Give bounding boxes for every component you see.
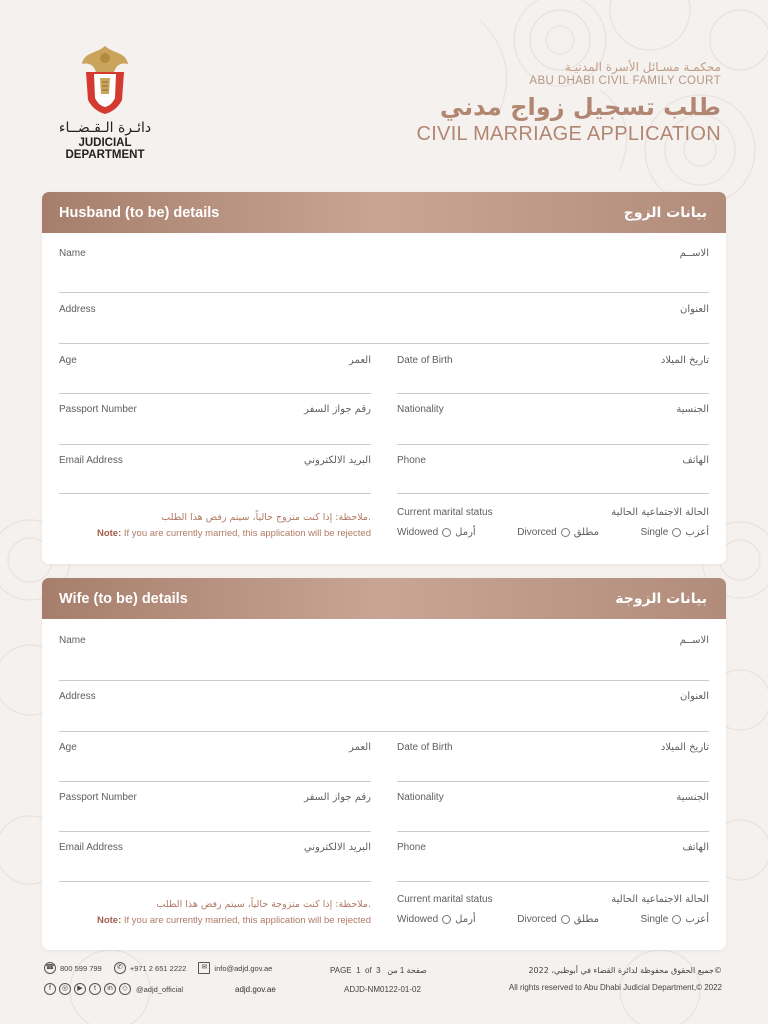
- field-label-arabic: تاريخ الميلاد: [660, 742, 709, 753]
- wife-email-field[interactable]: [59, 842, 371, 884]
- radio-circle[interactable]: [442, 915, 451, 924]
- husband-married-note: [59, 512, 371, 539]
- note-english: [59, 915, 371, 926]
- husband-email-field[interactable]: [59, 455, 371, 497]
- field-label: Address: [59, 691, 96, 702]
- husband-nationality-field[interactable]: [397, 404, 709, 446]
- facebook-icon[interactable]: f: [44, 983, 56, 995]
- husband-section-title: Husband (to be) details: [59, 204, 220, 221]
- wife-married-note: [59, 899, 371, 926]
- field-label: Name: [59, 248, 86, 259]
- input-line: [59, 831, 371, 832]
- wife-name-field[interactable]: [59, 635, 709, 681]
- field-label: Passport Number: [59, 404, 137, 415]
- field-label-arabic: العمر: [349, 742, 371, 753]
- husband-details-section: [42, 192, 726, 564]
- field-label: Email Address: [59, 455, 123, 466]
- social-handle: @adjd_official: [136, 984, 184, 994]
- input-line: [397, 493, 709, 494]
- input-line: [59, 493, 371, 494]
- court-name-english: ABU DHABI CIVIL FAMILY COURT: [529, 75, 721, 87]
- husband-marital-status: [397, 507, 709, 538]
- input-line: [59, 292, 709, 293]
- wife-details-section: [42, 578, 726, 950]
- wife-dob-field[interactable]: [397, 742, 709, 784]
- radio-circle[interactable]: [672, 528, 681, 537]
- input-line: [59, 680, 709, 681]
- husband-passport-field[interactable]: [59, 404, 371, 446]
- copyright-english: All rights reserved to Abu Dhabi Judicial Department,© 2022: [508, 983, 722, 992]
- website-link[interactable]: adjd.gov.ae: [235, 985, 276, 994]
- input-line: [59, 444, 371, 445]
- instagram-icon[interactable]: ◎: [59, 983, 71, 995]
- wife-address-field[interactable]: [59, 691, 709, 733]
- note-text: If you are currently married, this application will be rejected: [123, 915, 371, 926]
- field-label-arabic: الحالة الاجتماعية الحالية: [611, 894, 709, 905]
- field-label: Nationality: [397, 404, 444, 415]
- note-label: Note:: [96, 528, 122, 539]
- field-label-arabic: الجنسية: [676, 792, 709, 803]
- radio-single[interactable]: Single أعزب: [640, 914, 709, 925]
- document-code: ADJD-NM0122-01-02: [344, 985, 421, 994]
- field-label: Passport Number: [59, 792, 137, 803]
- input-line: [397, 393, 709, 394]
- husband-section-title-arabic: بيانات الزوج: [623, 204, 707, 221]
- field-label: Nationality: [397, 792, 444, 803]
- input-line: [397, 444, 709, 445]
- field-label-arabic: البريد الالكتروني: [303, 842, 371, 853]
- email-contact[interactable]: ✉ info@adjd.gov.ae: [198, 962, 272, 974]
- document-header: [416, 60, 721, 146]
- field-label-arabic: رقم جواز السفر: [304, 792, 371, 803]
- radio-widowed[interactable]: Widowed أرمل: [397, 914, 476, 925]
- input-line: [59, 781, 371, 782]
- husband-phone-field[interactable]: [397, 455, 709, 497]
- page-number-arabic: صفحة 1 من: [387, 966, 427, 975]
- judicial-department-logo: [44, 44, 166, 161]
- youtube-icon[interactable]: ▶: [74, 983, 86, 995]
- logo-arabic-name: دائـرة الـقـضــاء: [58, 120, 152, 136]
- input-line: [397, 831, 709, 832]
- input-line: [59, 731, 709, 732]
- field-label-arabic: الاســم: [679, 635, 709, 646]
- wife-marital-status: [397, 894, 709, 925]
- field-label-arabic: الهاتف: [682, 455, 709, 466]
- phone-contact[interactable]: ☎ 800 599 799: [45, 963, 102, 973]
- note-text: If you are currently married, this application will be rejected: [123, 528, 371, 539]
- husband-dob-field[interactable]: [397, 355, 709, 397]
- field-label: Current marital status: [397, 507, 493, 518]
- logo-english-name: JUDICIAL DEPARTMENT: [65, 137, 145, 161]
- field-label-arabic: البريد الالكتروني: [303, 455, 371, 466]
- radio-divorced[interactable]: Divorced مطلق: [517, 914, 599, 925]
- wife-age-field[interactable]: [59, 742, 371, 784]
- note-arabic: ملاحظة: إذا كنت متزوج حالياً، سيتم رفض هذا الطلب.: [161, 512, 371, 523]
- wife-passport-field[interactable]: [59, 792, 371, 834]
- wife-section-title-arabic: بيانات الزوجة: [615, 590, 707, 607]
- whatsapp-contact[interactable]: ✆ +971 2 651 2222: [114, 962, 187, 974]
- mail-icon: ✉: [198, 962, 210, 974]
- input-line: [59, 343, 709, 344]
- radio-circle[interactable]: [561, 915, 570, 924]
- input-line: [59, 393, 371, 394]
- field-label: Date of Birth: [397, 355, 453, 366]
- falcon-crest-icon: [76, 44, 134, 116]
- radio-divorced[interactable]: Divorced مطلق: [517, 527, 599, 538]
- husband-age-field[interactable]: [59, 355, 371, 397]
- page-footer: [44, 962, 722, 1002]
- wife-phone-field[interactable]: [397, 842, 709, 884]
- note-arabic: ملاحظة: إذا كنت متزوجة حالياً، سيتم رفض هذا الطلب.: [156, 899, 371, 910]
- field-label: Date of Birth: [397, 742, 453, 753]
- input-line: [59, 881, 371, 882]
- field-label-arabic: الجنسية: [676, 404, 709, 415]
- court-name-arabic: محكمـة مسـائل الأسرة المدنيـة: [564, 60, 721, 74]
- field-label-arabic: تاريخ الميلاد: [660, 355, 709, 366]
- field-label: Age: [59, 742, 77, 753]
- input-line: [397, 881, 709, 882]
- field-label-arabic: العنوان: [680, 691, 709, 702]
- field-label: Age: [59, 355, 77, 366]
- linkedin-icon[interactable]: in: [104, 983, 116, 995]
- snapchat-icon[interactable]: ◇: [119, 983, 131, 995]
- headset-icon: ☎: [44, 962, 56, 974]
- field-label: Phone: [397, 842, 426, 853]
- note-label: Note:: [96, 915, 122, 926]
- field-label: Current marital status: [397, 894, 493, 905]
- field-label-arabic: العنوان: [680, 304, 709, 315]
- contact-info: [44, 962, 282, 974]
- wife-section-title: Wife (to be) details: [59, 590, 188, 607]
- husband-address-field[interactable]: [59, 304, 709, 346]
- field-label-arabic: العمر: [349, 355, 371, 366]
- radio-circle[interactable]: [442, 528, 451, 537]
- field-label: Address: [59, 304, 96, 315]
- radio-single[interactable]: Single أعزب: [640, 527, 709, 538]
- field-label-arabic: رقم جواز السفر: [304, 404, 371, 415]
- form-title-english: CIVIL MARRIAGE APPLICATION: [416, 123, 721, 145]
- twitter-icon[interactable]: t: [89, 983, 101, 995]
- whatsapp-icon: ✆: [114, 962, 126, 974]
- social-links: [44, 983, 183, 995]
- field-label: Name: [59, 635, 86, 646]
- page-number: PAGE 1 of 3 صفحة 1 من: [330, 966, 427, 975]
- input-line: [397, 781, 709, 782]
- field-label: Email Address: [59, 842, 123, 853]
- copyright: [509, 966, 722, 992]
- field-label-arabic: الاســم: [679, 248, 709, 259]
- radio-circle[interactable]: [672, 915, 681, 924]
- field-label: Phone: [397, 455, 426, 466]
- form-title-arabic: طلب تسجيل زواج مدني: [439, 93, 721, 121]
- wife-nationality-field[interactable]: [397, 792, 709, 834]
- wife-section-header: [42, 578, 726, 619]
- husband-name-field[interactable]: [59, 248, 709, 294]
- husband-section-header: [42, 192, 726, 233]
- note-english: [59, 528, 371, 539]
- radio-widowed[interactable]: Widowed أرمل: [397, 527, 476, 538]
- field-label-arabic: الهاتف: [682, 842, 709, 853]
- copyright-arabic: جميع الحقوق محفوظة لدائرة القضاء في أبوظبي، 2022©: [528, 966, 722, 975]
- field-label-arabic: الحالة الاجتماعية الحالية: [611, 507, 709, 518]
- radio-circle[interactable]: [561, 528, 570, 537]
